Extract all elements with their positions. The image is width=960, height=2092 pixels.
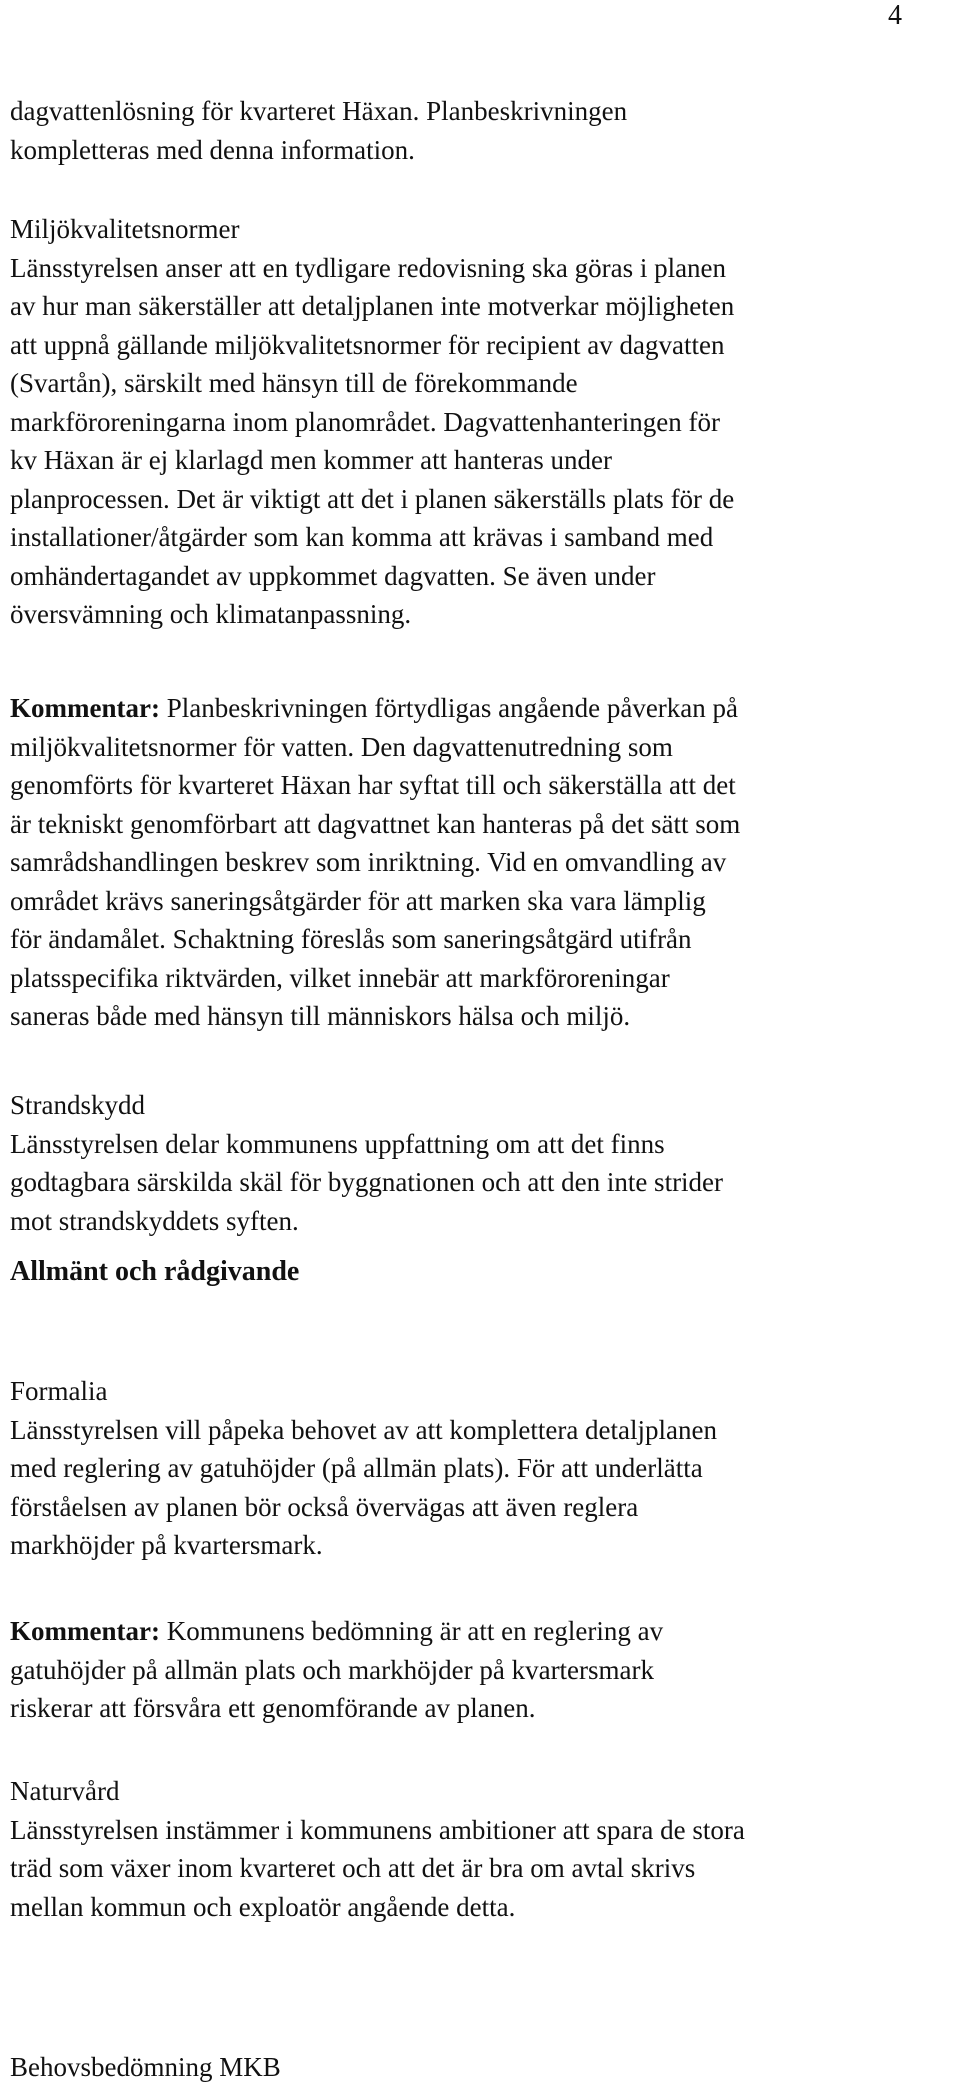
allmant-heading-block [10,1253,950,1292]
text-fragment: Kommunens bedömning är att en reglering av [159,1616,664,1646]
text-line: saneras både med hänsyn till människors hälsa och miljö. [10,1001,631,1031]
text-line: att uppnå gällande miljökvalitetsnormer för recipient av dagvatten [10,329,725,360]
behovsbedomning-section [10,2048,950,2087]
text-line: godtagbara särskilda skäl för byggnationen och att den inte strider [10,1167,724,1197]
text-line: genomförts för kvarteret Häxan har syftat till och säkerställa att det [10,770,736,800]
text-line: installationer/åtgärder som kan komma att krävas i samband med [10,522,714,552]
text-line: samrådshandlingen beskrev som inriktning. Vid en omvandling av [10,847,727,877]
text-line: översvämning och klimatanpassning. [10,599,412,629]
formalia-section [10,1372,950,1565]
text-line: Länsstyrelsen instämmer i kommunens ambitioner att spara de stora [10,1814,745,1845]
kommentar-paragraph-2 [10,1612,950,1728]
text-line: förståelsen av planen bör också övervägas att även reglera [10,1491,639,1522]
section-heading: Miljökvalitetsnormer [10,214,240,244]
text-line: markhöjder på kvartersmark. [10,1530,323,1560]
page-number: 4 [888,0,902,31]
text-line: av hur man säkerställer att detaljplanen inte motverkar möjligheten [10,291,735,321]
kommentar-paragraph-1 [10,689,950,1036]
section-heading: Naturvård [10,1776,120,1806]
major-heading: Allmänt och rådgivande [10,1256,300,1287]
kommentar-label: Kommentar: [10,693,160,723]
text-line: miljökvalitetsnormer för vatten. Den dagvattenutredning som [10,731,673,762]
naturvard-section [10,1772,950,1926]
text-fragment: Planbeskrivningen förtydligas angående påverkan på [159,693,739,723]
text-line: för ändamålet. Schaktning föreslås som saneringsåtgärd utifrån [10,924,692,954]
text-line: riskerar att försvåra ett genomförande av planen. [10,1693,536,1723]
text-line: omhändertagandet av uppkommet dagvatten. Se även under [10,560,656,591]
text-line: Länsstyrelsen vill påpeka behovet av att komplettera detaljplanen [10,1414,717,1445]
intro-paragraph [10,92,950,169]
text-line: markföroreningarna inom planområdet. Dagvattenhanteringen för [10,406,720,437]
text-line: planprocessen. Det är viktigt att det i planen säkerställs plats för de [10,483,735,514]
strandskydd-section [10,1086,950,1240]
text-line [10,1612,950,1651]
text-line: är tekniskt genomförbart att dagvattnet kan hanteras på det sätt som [10,808,741,839]
text-line: dagvattenlösning för kvarteret Häxan. Planbeskrivningen [10,96,628,126]
text-line: Länsstyrelsen anser att en tydligare redovisning ska göras i planen [10,252,727,283]
text-line [10,689,950,728]
section-heading: Formalia [10,1376,108,1406]
section-heading: Behovsbedömning MKB [10,2052,281,2082]
text-line: Länsstyrelsen delar kommunens uppfattning om att det finns [10,1128,665,1159]
text-line: kompletteras med denna information. [10,134,415,165]
text-line: mellan kommun och exploatör angående detta. [10,1891,516,1922]
text-line: gatuhöjder på allmän plats och markhöjder på kvartersmark [10,1654,655,1685]
text-line: med reglering av gatuhöjder (på allmän plats). För att underlätta [10,1453,703,1483]
text-line: platsspecifika riktvärden, vilket innebär att markföroreningar [10,962,670,993]
text-line: (Svartån), särskilt med hänsyn till de förekommande [10,368,578,398]
section-heading: Strandskydd [10,1090,145,1120]
miljokvalitetsnormer-section [10,210,950,634]
text-line: området krävs saneringsåtgärder för att marken ska vara lämplig [10,885,706,916]
kommentar-label: Kommentar: [10,1616,160,1646]
text-line: träd som växer inom kvarteret och att det är bra om avtal skrivs [10,1853,696,1883]
text-line: mot strandskyddets syften. [10,1205,299,1236]
text-line: kv Häxan är ej klarlagd men kommer att hanteras under [10,445,613,475]
